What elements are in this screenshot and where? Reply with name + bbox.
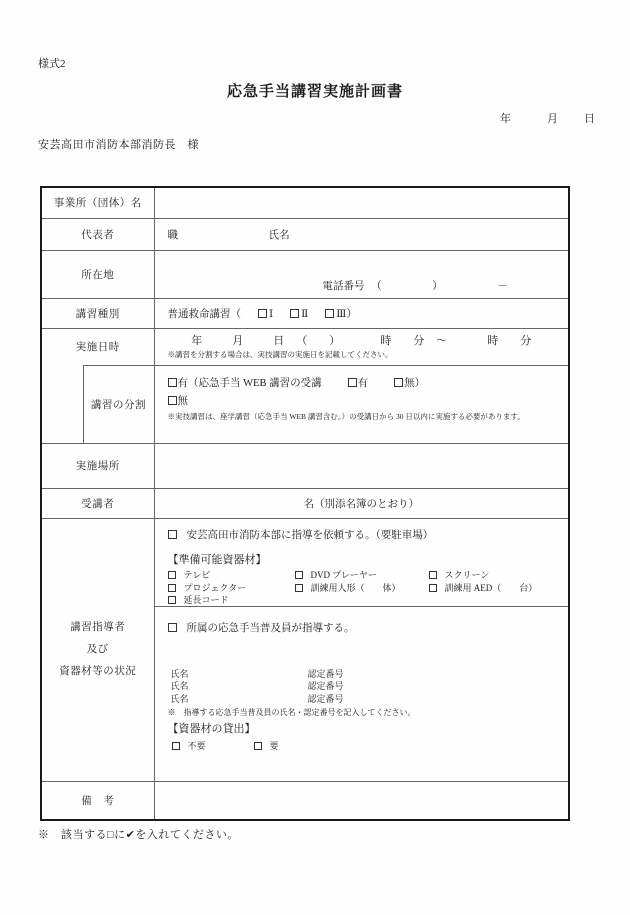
name-label-3: 氏名 xyxy=(170,693,189,704)
equipment-grid xyxy=(168,569,559,607)
remarks-label: 備 考 xyxy=(41,782,154,820)
checkbox-lend-no[interactable] xyxy=(172,742,180,750)
dt-min2: 分 xyxy=(520,334,532,347)
equipment-option-dvd xyxy=(295,568,429,581)
row-course-type xyxy=(41,298,569,328)
representative-label: 代表者 xyxy=(41,218,154,250)
rep-name-label: 氏名 xyxy=(268,229,290,241)
checkbox-training-aed[interactable] xyxy=(429,584,437,592)
cert-label-2: 認定番号 xyxy=(307,681,344,692)
web-option-no xyxy=(394,378,425,389)
dt-open-paren: （ xyxy=(296,334,308,347)
projector-label: プロジェクター xyxy=(183,582,247,593)
date-line xyxy=(500,110,595,126)
own-instructor-option xyxy=(168,620,559,635)
row-business-name xyxy=(41,187,569,218)
lend-no-label: 不要 xyxy=(187,740,206,751)
equipment-header: 【準備可能資器材】 xyxy=(167,553,267,566)
instructor-name-row-1 xyxy=(168,667,559,680)
place-field[interactable] xyxy=(154,443,569,488)
course-option-3 xyxy=(325,309,346,320)
checkbox-course-2[interactable] xyxy=(290,309,299,318)
own-instructor-section xyxy=(154,607,569,782)
split-option-yes xyxy=(168,375,557,390)
phone-line xyxy=(155,278,569,298)
datetime-blank-line xyxy=(155,332,569,348)
dvd-label: DVD プレーヤー xyxy=(310,570,377,581)
dt-tilde: ～ xyxy=(436,334,448,347)
equipment-option-extension-cord xyxy=(168,593,295,606)
course-type-suffix: ） xyxy=(346,308,357,320)
checkbox-own-instructor[interactable] xyxy=(168,623,177,632)
lend-options xyxy=(168,739,559,752)
instructor-name-row-2 xyxy=(168,680,559,693)
dt-hour2: 時 xyxy=(487,334,499,347)
datetime-field[interactable] xyxy=(154,328,569,365)
screen-label: スクリーン xyxy=(444,570,490,581)
date-year-label: 年 xyxy=(500,113,511,125)
phone-close-paren: ） xyxy=(432,280,443,292)
aed-label: 訓練用 AED（ 台） xyxy=(444,582,538,593)
footer-note: ※ 該当する□に✔を入れてください。 xyxy=(38,829,239,841)
lend-option-no xyxy=(172,741,206,751)
date-month-label: 月 xyxy=(547,113,558,125)
instructor-name-row-3 xyxy=(168,692,559,705)
checkbox-course-1[interactable] xyxy=(258,309,267,318)
checkbox-web-yes[interactable] xyxy=(348,378,357,387)
checkbox-request-fire-dept[interactable] xyxy=(168,530,177,539)
checkbox-web-no[interactable] xyxy=(394,378,403,387)
checkbox-course-3[interactable] xyxy=(325,309,334,318)
address-field[interactable] xyxy=(154,250,569,298)
equipment-option-aed xyxy=(429,581,559,594)
business-name-label: 事業所（団体）名 xyxy=(41,187,154,218)
instructor-label xyxy=(41,518,154,782)
manikin-label: 訓練用人形（ 体） xyxy=(310,582,401,593)
checkbox-extension-cord[interactable] xyxy=(168,596,176,604)
address-label: 所在地 xyxy=(41,250,154,298)
checkbox-split-yes[interactable] xyxy=(168,378,177,387)
row-representative xyxy=(41,218,569,250)
course-2-label: Ⅱ xyxy=(301,308,309,320)
equipment-option-screen xyxy=(429,568,559,581)
row-split xyxy=(41,365,569,443)
request-fire-dept-section xyxy=(154,518,569,607)
phone-open-paren: （ xyxy=(371,280,382,292)
form-table xyxy=(40,186,570,821)
checkbox-projector[interactable] xyxy=(168,584,176,592)
datetime-label: 実施日時 xyxy=(41,328,154,365)
row-datetime xyxy=(41,328,569,365)
checkbox-training-manikin[interactable] xyxy=(295,584,303,592)
split-field xyxy=(154,365,569,443)
split-option-no xyxy=(168,393,557,408)
checkbox-tv[interactable] xyxy=(168,571,176,579)
attendees-count-suffix: 名（別添名簿のとおり） xyxy=(303,498,419,510)
course-option-1 xyxy=(258,309,273,320)
attendees-label: 受講者 xyxy=(41,488,154,518)
instructor-names-block xyxy=(168,667,559,705)
dt-close-paren: ） xyxy=(329,334,341,347)
addressee: 安芸高田市消防本部消防長 様 xyxy=(38,139,199,151)
lend-option-yes xyxy=(254,741,279,751)
dt-day: 日 xyxy=(273,334,285,347)
course-3-label: Ⅲ xyxy=(336,308,347,320)
cert-label-3: 認定番号 xyxy=(307,693,344,704)
name-label-1: 氏名 xyxy=(170,668,189,679)
dt-hour1: 時 xyxy=(380,334,392,347)
own-instructor-label: 所属の応急手当普及員が指導する。 xyxy=(186,623,355,634)
split-spacer-cell xyxy=(41,365,83,443)
checkbox-split-no[interactable] xyxy=(168,396,177,405)
course-option-2 xyxy=(290,309,308,320)
dt-month: 月 xyxy=(232,334,244,347)
checkbox-screen[interactable] xyxy=(429,571,437,579)
course-type-field xyxy=(154,298,569,328)
web-yes-label: 有 xyxy=(357,377,369,389)
dt-min1: 分 xyxy=(413,334,425,347)
row-address xyxy=(41,250,569,298)
tv-label: テレビ xyxy=(183,570,211,581)
remarks-field[interactable] xyxy=(154,782,569,820)
split-note: ※実技講習は、座学講習（応急手当 WEB 講習含む。）の受講日から 30 日以内に実施する必要があります。 xyxy=(167,411,525,421)
instructor-label-line1: 講習指導者 xyxy=(70,622,126,634)
equipment-option-projector xyxy=(168,581,295,594)
equipment-option-tv xyxy=(168,568,295,581)
attendees-field[interactable] xyxy=(154,488,569,518)
split-yes-label: 有（応急手当 WEB 講習の受講 xyxy=(177,377,322,389)
row-attendees xyxy=(41,488,569,518)
instructor-label-line3: 資器材等の状況 xyxy=(59,665,137,677)
lend-yes-label: 要 xyxy=(269,740,279,751)
business-name-field[interactable] xyxy=(154,187,569,218)
place-label: 実施場所 xyxy=(41,443,154,488)
page-title: 応急手当講習実施計画書 xyxy=(226,84,403,100)
form-number: 様式2 xyxy=(38,58,66,70)
phone-dash: － xyxy=(497,280,508,292)
request-option xyxy=(168,527,559,542)
extension-cord-label: 延長コード xyxy=(183,595,229,606)
rep-job-label: 職 xyxy=(167,229,178,241)
date-day-label: 日 xyxy=(584,113,595,125)
representative-field[interactable] xyxy=(154,218,569,250)
name-label-2: 氏名 xyxy=(170,681,189,692)
request-label: 安芸高田市消防本部に指導を依頼する。（要駐車場） xyxy=(186,529,434,541)
course-type-label: 講習種別 xyxy=(41,298,154,328)
course-1-label: Ⅰ xyxy=(269,308,274,320)
split-no-label: 無 xyxy=(177,395,188,407)
course-type-prefix: 普通救命講習（ xyxy=(167,308,241,320)
checkbox-dvd-player[interactable] xyxy=(295,571,303,579)
instructor-label-line2: 及び xyxy=(86,643,109,655)
split-label: 講習の分割 xyxy=(83,365,154,443)
row-place xyxy=(41,443,569,488)
web-option-yes xyxy=(348,378,369,389)
own-instructor-note: ※ 指導する応急手当普及員の氏名・認定番号を記入してください。 xyxy=(167,707,416,717)
phone-label: 電話番号 xyxy=(322,280,365,292)
datetime-note: ※講習を分割する場合は、実技講習の実施日を記載してください。 xyxy=(167,349,393,359)
row-instructor-request xyxy=(41,518,569,607)
dt-year: 年 xyxy=(191,334,203,347)
row-remarks xyxy=(41,782,569,820)
web-no-label: 無） xyxy=(404,377,426,389)
equipment-option-manikin xyxy=(295,581,429,594)
cert-label-1: 認定番号 xyxy=(307,668,344,679)
checkbox-lend-yes[interactable] xyxy=(254,742,262,750)
lend-header: 【資器材の貸出】 xyxy=(167,722,256,735)
